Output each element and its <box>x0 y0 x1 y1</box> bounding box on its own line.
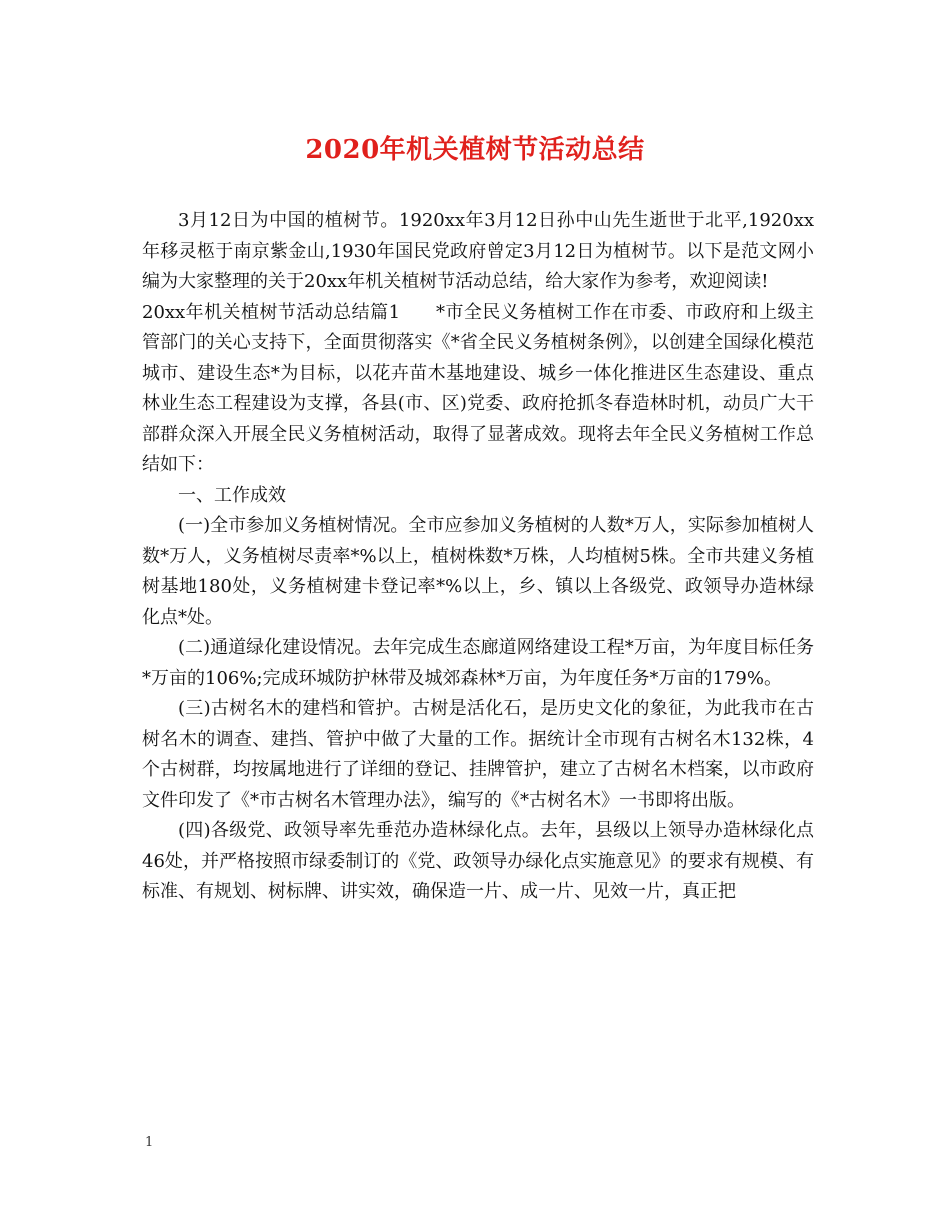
intro-paragraph: 3月12日为中国的植树节。1920xx年3月12日孙中山先生逝世于北平,1920xx年移灵柩于南京紫金山,1930年国民党政府曾定3月12日为植树节。以下是范文网小编为大家整理的关于20xx年机关植树节活动总结，给大家作为参考，欢迎阅读! <box>142 210 814 292</box>
paragraph-ancient-trees: (三)古树名木的建档和管护。古树是活化石，是历史文化的象征，为此我市在古树名木的调查、建挡、管护中做了大量的工作。据统计全市现有古树名木132株，4个古树群，均按属地进行了详细的登记、挂牌管护，建立了古树名木档案，以市政府文件印发了《*市古树名木管理办法》，编写的《*古树名木》一书即将出版。 <box>142 698 814 811</box>
page-number: 1 <box>145 1135 154 1150</box>
paragraph-tree-planting: (一)全市参加义务植树情况。全市应参加义务植树的人数*万人，实际参加植树人数*万人，义务植树尽责率*%以上，植树株数*万株，人均植树5株。全市共建义务植树基地180处，义务植树建卡登记率*%以上，乡、镇以上各级党、政领导办造林绿化点*处。 <box>142 515 814 628</box>
subheading-work-results: 一、工作成效 <box>178 484 286 506</box>
paragraph-road-greening: (二)通道绿化建设情况。去年完成生态廊道网络建设工程*万亩，为年度目标任务*万亩的106%;完成环城防护林带及城郊森林*万亩，为年度任务*万亩的179%。 <box>142 637 814 689</box>
section-lead-text: *市全民义务植树工作在市委、市政府和上级主管部门的关心支持下，全面贯彻落实《*省全民义务植树条例》，以创建全国绿化模范城市、建设生态*为目标，以花卉苗木基地建设、城乡一体化推进区生态建设、重点林业生态工程建设为支撑，各县(市、区)党委、政府抢抓冬春造林时机，动员广大干部群众深入开展全民义务植树活动，取得了显著成效。现将去年全民义务植树工作总结如下： <box>142 301 814 475</box>
paragraph-leaders-greening: (四)各级党、政领导率先垂范办造林绿化点。去年，县级以上领导办造林绿化点46处，并严格按照市绿委制订的《党、政领导办绿化点实施意见》的要求有规模、有标准、有规划、树标牌、讲实效，确保造一片、成一片、见效一片，真正把 <box>142 820 814 902</box>
document-body <box>142 206 814 908</box>
section-heading: 20xx年机关植树节活动总结篇1 <box>142 301 401 323</box>
section-first-paragraph <box>142 298 814 481</box>
document-title: 2020年机关植树节活动总结 <box>305 135 645 165</box>
